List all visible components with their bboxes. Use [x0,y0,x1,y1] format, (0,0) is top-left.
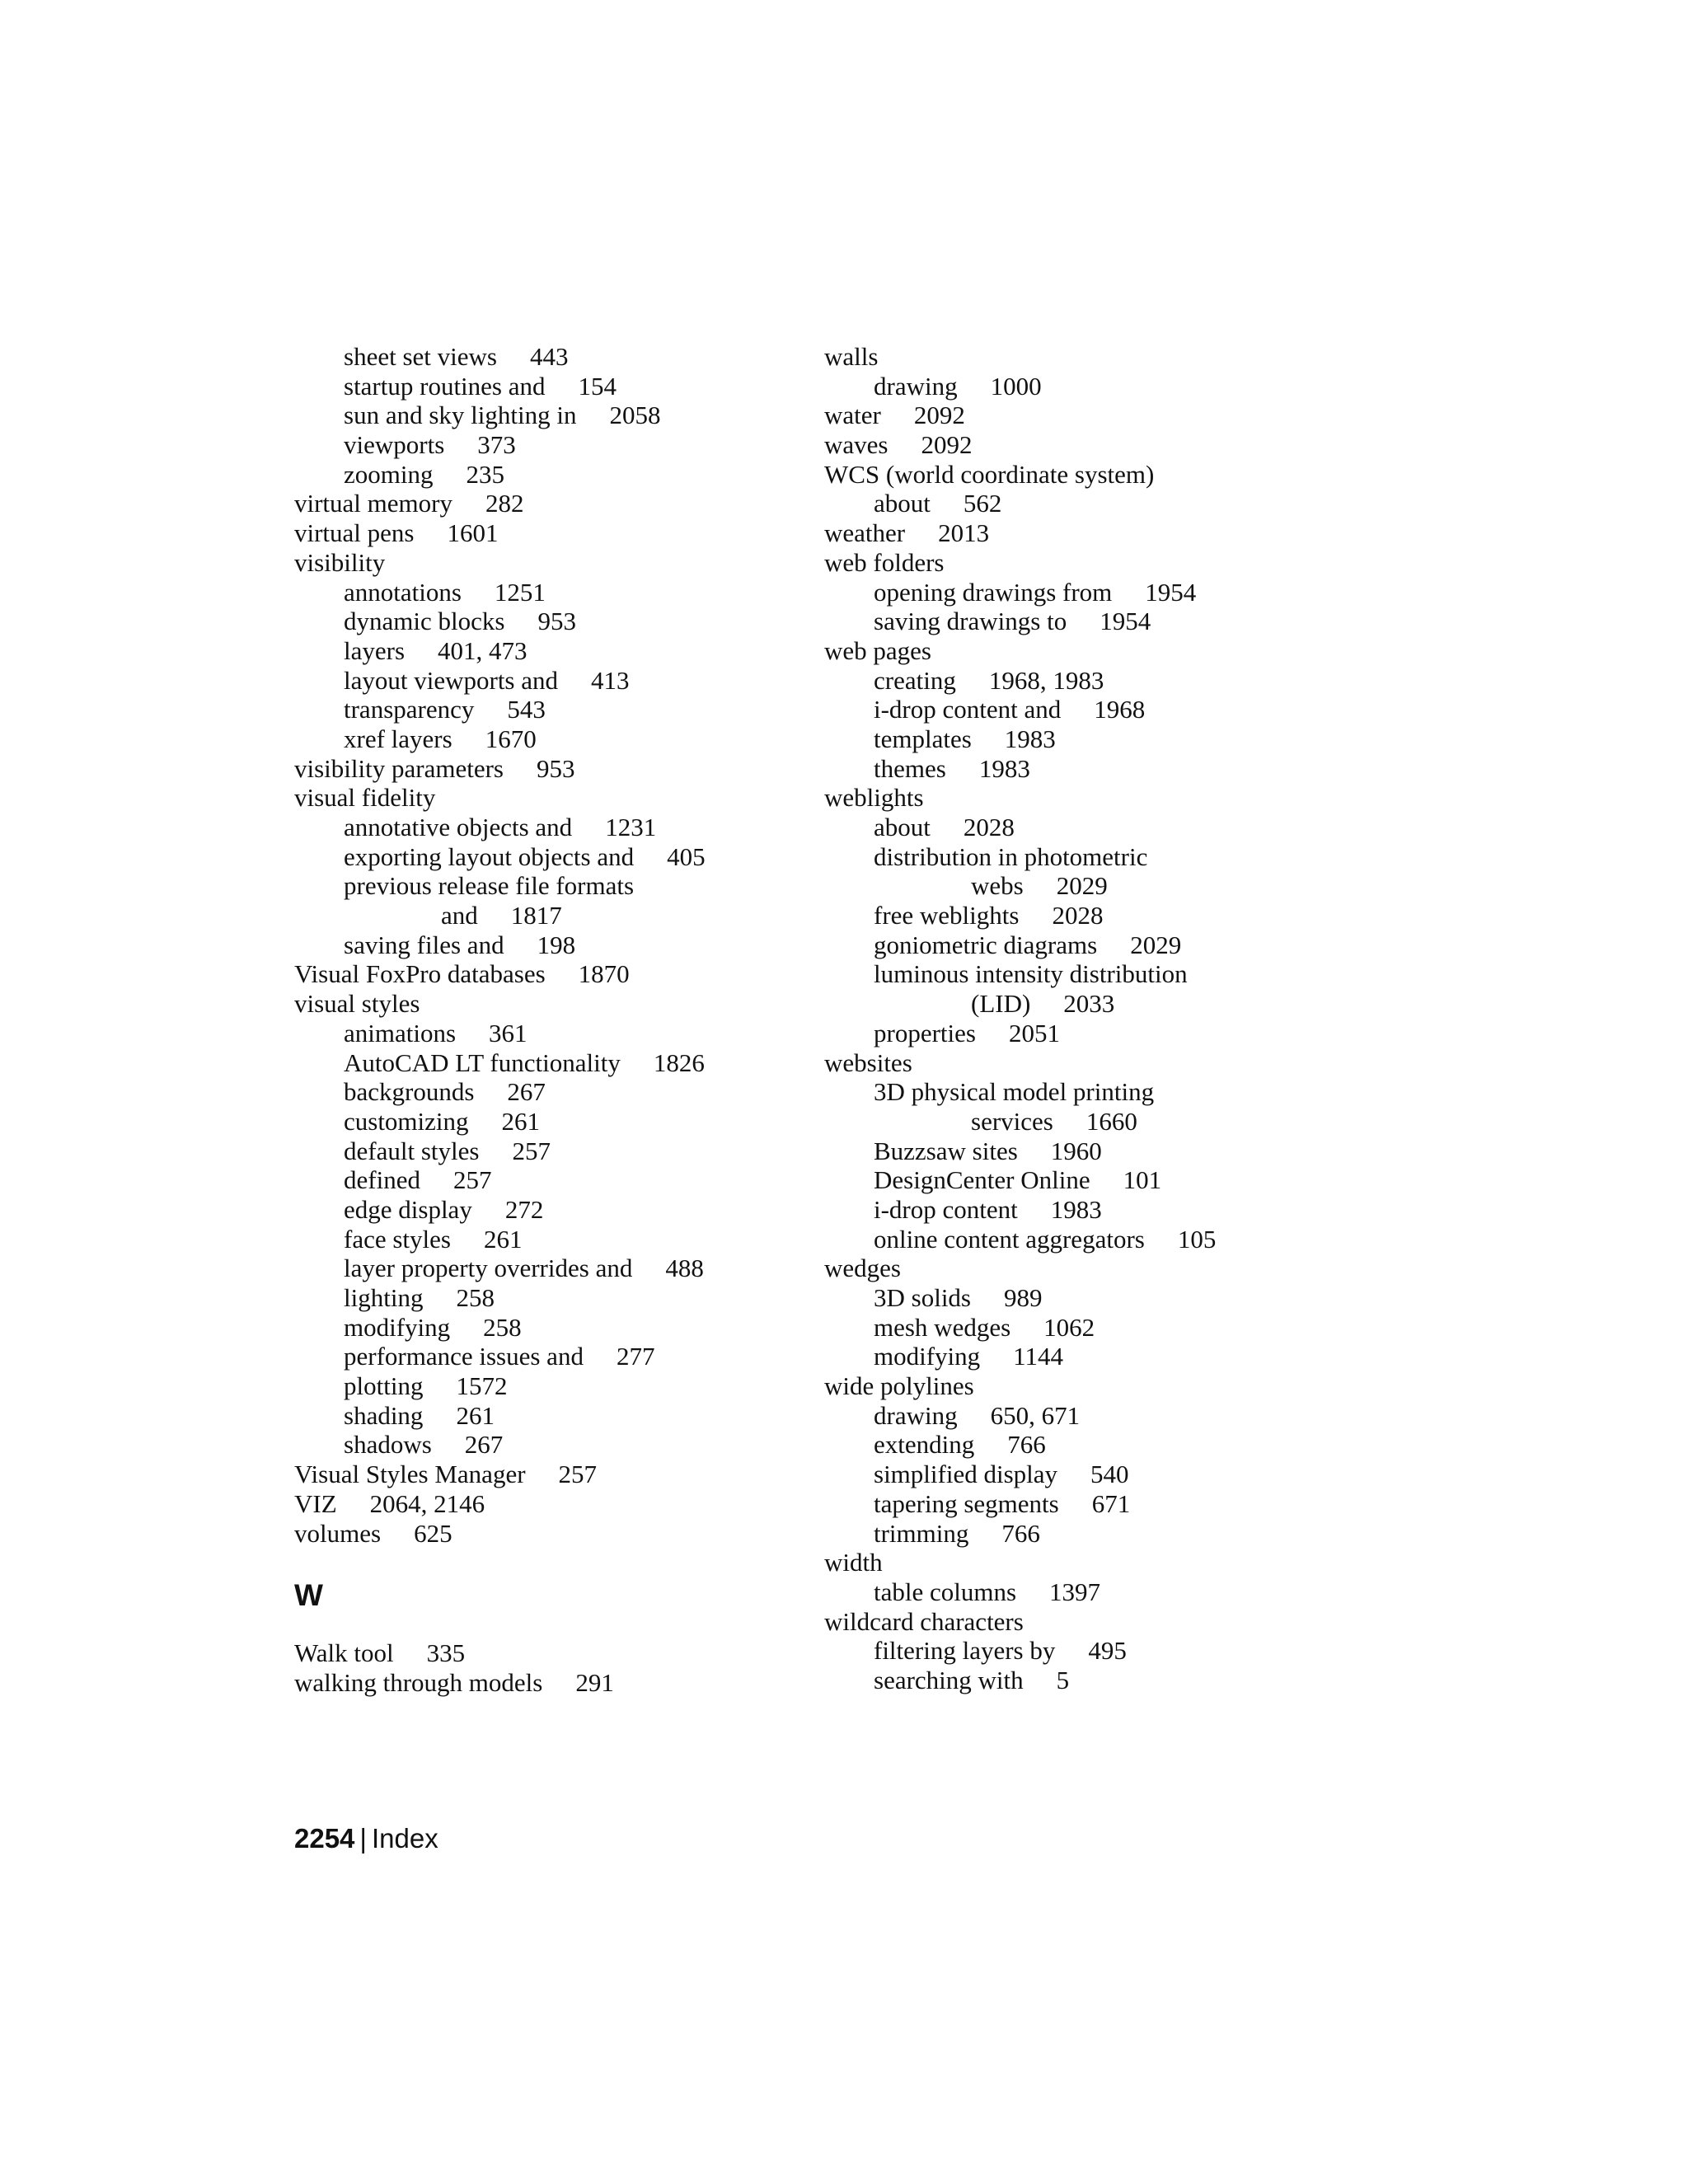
index-term: customizing [344,1106,469,1136]
index-entry [824,1489,1335,1519]
index-entry [294,871,789,901]
index-page-refs: 2029 [1130,930,1182,959]
index-entry [824,578,1335,607]
index-term: websites [824,1047,912,1077]
index-page-refs: 267 [507,1077,546,1107]
index-entry [824,1577,1335,1607]
index-term: VIZ [294,1488,337,1518]
index-entry [294,460,789,490]
index-term: virtual pens [294,518,415,548]
index-term: (LID) [971,989,1031,1019]
index-term: drawing [874,1400,958,1430]
index-entry [824,959,1335,989]
index-entry [824,489,1335,518]
index-term: animations [344,1018,457,1047]
index-page-refs: 2064, 2146 [369,1488,485,1518]
index-entry [824,1313,1335,1343]
index-page-refs: 291 [575,1667,614,1697]
index-page-refs: 766 [1007,1430,1046,1460]
index-page-refs: 335 [426,1638,466,1668]
index-term: shadows [344,1430,432,1460]
index-page-refs: 766 [1001,1518,1040,1548]
index-term: filtering layers by [874,1636,1056,1666]
section-gap [294,1548,789,1577]
index-entry [294,548,789,578]
index-term: web folders [824,547,945,577]
index-term: layout viewports and [344,665,559,695]
index-term: dynamic blocks [344,607,505,636]
index-term: virtual memory [294,489,452,518]
index-term: i-drop content and [874,695,1062,724]
index-term: layer property overrides and [344,1254,633,1283]
index-page-refs: 1144 [1013,1342,1064,1371]
index-page-refs: 105 [1177,1224,1217,1254]
index-page-refs: 261 [483,1224,523,1254]
index-page-refs: 2029 [1056,871,1108,901]
index-term: exporting layout objects and [344,841,635,871]
index-entry [824,636,1335,666]
index-term: Buzzsaw sites [874,1136,1018,1165]
index-page-refs: 1983 [1004,724,1056,753]
index-page-refs: 543 [507,695,546,724]
index-entry [294,1077,789,1107]
index-term: wildcard characters [824,1606,1024,1636]
footer-separator: | [359,1823,367,1854]
index-entry [824,1607,1335,1637]
index-entry [294,430,789,460]
index-entry [824,783,1335,813]
index-page-refs: 2013 [938,518,990,548]
index-page-refs: 2033 [1063,989,1115,1019]
index-page-refs: 258 [483,1312,522,1342]
index-page-refs: 1000 [990,371,1042,401]
index-column-left [294,342,789,1698]
index-term: properties [874,1018,976,1047]
index-page-refs: 443 [529,342,569,371]
index-page-refs: 198 [537,930,576,959]
index-entry [294,1638,789,1668]
index-entry [824,989,1335,1019]
index-term: transparency [344,695,475,724]
index-term: performance issues and [344,1342,584,1371]
index-term: saving files and [344,930,504,959]
index-entry [824,518,1335,548]
index-entry [294,401,789,430]
index-entry [824,401,1335,430]
index-entry [294,1225,789,1254]
index-page-refs: 1660 [1085,1106,1137,1136]
index-entry [824,548,1335,578]
index-term: services [971,1106,1053,1136]
index-entry [824,1254,1335,1283]
index-page-refs: 1968 [1094,695,1146,724]
index-page-refs: 1826 [653,1047,705,1077]
index-entry [294,1342,789,1371]
index-entry [294,724,789,754]
index-entry [294,489,789,518]
index-entry [294,1254,789,1283]
index-term: DesignCenter Online [874,1165,1090,1195]
footer-section-title: Index [372,1823,438,1854]
index-page-refs: 1817 [510,901,562,930]
index-entry [824,724,1335,754]
index-page-refs: 1954 [1100,607,1151,636]
index-entry [824,460,1335,490]
index-page-refs: 1670 [485,724,537,753]
index-page-refs: 671 [1091,1488,1131,1518]
index-term: visual styles [294,989,420,1019]
index-page-refs: 282 [485,489,524,518]
index-entry [294,989,789,1019]
index-page-refs: 1870 [578,959,630,989]
index-term: visibility parameters [294,753,504,783]
index-entry [824,1636,1335,1666]
index-page-refs: 2058 [609,401,661,430]
index-term: walls [824,342,879,371]
index-term: defined [344,1165,420,1195]
index-entry [824,1107,1335,1137]
index-page-refs: 1968, 1983 [988,665,1104,695]
index-page-refs: 257 [512,1136,551,1165]
index-term: opening drawings from [874,577,1113,607]
index-entry [294,1107,789,1137]
index-page-refs: 625 [414,1518,452,1548]
index-term: about [874,813,931,841]
index-term: wedges [824,1254,901,1283]
index-page-refs: 1231 [605,813,657,841]
index-entry [294,372,789,401]
index-page-refs: 1062 [1043,1312,1095,1342]
index-entry [824,1666,1335,1695]
index-entry [824,1342,1335,1371]
index-term: mesh wedges [874,1312,1011,1342]
index-term: modifying [344,1312,451,1342]
index-entry [824,1283,1335,1313]
index-entry [294,1489,789,1519]
index-term: Visual FoxPro databases [294,959,546,989]
index-page-refs: 488 [665,1254,704,1283]
index-page-refs: 953 [537,607,576,636]
index-term: extending [874,1430,975,1460]
index-page-refs: 562 [963,489,1002,518]
index-page-refs: 261 [456,1400,495,1430]
index-entry [824,871,1335,901]
index-entry [294,1048,789,1078]
index-term: backgrounds [344,1077,475,1107]
index-entry [294,666,789,696]
index-term: plotting [344,1371,424,1401]
index-page-refs: 1572 [456,1371,508,1401]
index-entry [824,1519,1335,1549]
index-entry [824,1019,1335,1048]
index-page-refs: 361 [489,1018,528,1047]
index-entry [294,695,789,724]
index-entry [824,1077,1335,1107]
index-entry [824,1195,1335,1225]
index-page-refs: 272 [504,1194,544,1224]
index-entry [294,342,789,372]
index-page-refs: 540 [1090,1460,1129,1489]
index-term: Visual Styles Manager [294,1460,526,1489]
index-term: layers [344,635,406,665]
index-entry [294,1137,789,1166]
index-term: lighting [344,1283,424,1312]
index-page-refs: 405 [667,841,706,871]
index-term: zooming [344,459,434,489]
index-term: annotative objects and [344,813,573,841]
index-entry [824,1460,1335,1489]
index-term: themes [874,753,946,783]
index-term: shading [344,1400,424,1430]
index-term: free weblights [874,901,1020,930]
index-entry [294,1668,789,1698]
index-term: 3D solids [874,1283,971,1312]
index-page-refs: 2092 [913,401,965,430]
section-heading: W [294,1578,323,1613]
index-page-refs: 401, 473 [438,635,528,665]
index-page-refs: 2051 [1008,1018,1060,1047]
index-entry [824,666,1335,696]
index-page-refs: 2028 [1052,901,1104,930]
index-term: sheet set views [344,342,497,371]
index-page-refs: 154 [578,371,617,401]
index-entry [824,430,1335,460]
index-term: about [874,489,931,518]
index-entry [294,1371,789,1401]
index-entry [824,1430,1335,1460]
index-term: startup routines and [344,371,546,401]
index-entry [294,1165,789,1195]
index-term: width [824,1548,883,1577]
index-entry [294,1313,789,1343]
index-entry [824,930,1335,960]
index-page-refs: 2092 [921,430,973,460]
index-entry [294,930,789,960]
index-page-refs: 650, 671 [990,1400,1081,1430]
index-term: previous release file formats [344,871,635,901]
index-term: saving drawings to [874,607,1067,636]
index-term: AutoCAD LT functionality [344,1047,621,1077]
index-term: annotations [344,577,462,607]
index-entry [294,518,789,548]
index-term: visibility [294,547,386,577]
index-entry [294,901,789,930]
index-entry [294,842,789,872]
index-entry [824,695,1335,724]
index-term: water [824,401,881,430]
index-term: webs [971,871,1024,901]
index-term: walking through models [294,1667,543,1697]
index-entry [294,1519,789,1549]
index-term: face styles [344,1224,451,1254]
index-entry [294,754,789,784]
index-term: table columns [874,1577,1017,1606]
index-term: sun and sky lighting in [344,401,577,430]
page-footer [294,1822,438,1855]
index-term: visual fidelity [294,783,436,813]
page-number: 2254 [294,1823,355,1854]
index-entry [824,1548,1335,1577]
index-term: and [441,901,478,930]
index-entry [824,372,1335,401]
index-term: trimming [874,1518,969,1548]
index-entry [294,1460,789,1489]
index-term: xref layers [344,724,452,753]
index-term: wide polylines [824,1371,974,1401]
index-term: searching with [874,1665,1024,1694]
index-entry [824,1225,1335,1254]
index-term: WCS (world coordinate system) [824,459,1155,489]
index-entry [294,1430,789,1460]
index-entry [294,783,789,813]
index-entry [294,578,789,607]
index-page-refs: 989 [1004,1283,1043,1312]
index-entry [824,1137,1335,1166]
index-page-refs: 235 [466,459,504,489]
index-entry [824,901,1335,930]
index-page-refs: 258 [456,1283,495,1312]
index-page-refs: 1960 [1050,1136,1102,1165]
index-entry [294,813,789,842]
index-term: modifying [874,1342,981,1371]
index-page-refs: 277 [616,1342,655,1371]
index-page-refs: 1251 [494,577,546,607]
index-term: weblights [824,783,924,813]
index-term: volumes [294,1518,382,1548]
index-term: weather [824,518,906,548]
index-page-refs: 101 [1123,1165,1162,1195]
index-term: creating [874,665,956,695]
index-entry [294,1283,789,1313]
index-term: drawing [874,371,958,401]
index-entry [824,1401,1335,1431]
index-page-refs: 1397 [1049,1577,1101,1606]
index-entry [824,607,1335,636]
index-term: viewports [344,430,445,460]
index-entry [294,1195,789,1225]
index-entry [294,1019,789,1048]
index-term: waves [824,430,889,460]
index-term: distribution in photometric [874,841,1148,871]
index-entry [824,842,1335,872]
index-entry [294,607,789,636]
index-entry [294,959,789,989]
index-page-refs: 267 [464,1430,504,1460]
index-page-refs: 1954 [1145,577,1197,607]
index-term: 3D physical model printing [874,1077,1155,1107]
index-term: templates [874,724,972,753]
index-term: goniometric diagrams [874,930,1098,959]
index-page-refs: 1983 [978,753,1030,783]
index-term: i-drop content [874,1194,1018,1224]
index-entry [824,342,1335,372]
index-term: web pages [824,635,931,665]
index-term: simplified display [874,1460,1058,1489]
index-page-refs: 261 [501,1106,541,1136]
index-entry [824,1371,1335,1401]
index-column-right [824,342,1335,1695]
index-page-refs: 257 [558,1460,598,1489]
index-entry [824,754,1335,784]
index-page-refs: 257 [452,1165,492,1195]
index-page-refs: 2028 [963,813,1015,841]
index-term: online content aggregators [874,1224,1145,1254]
index-term: tapering segments [874,1488,1059,1518]
index-page-refs: 413 [591,665,630,695]
index-entry [824,1048,1335,1078]
index-page-refs: 373 [477,430,516,460]
index-term: luminous intensity distribution [874,959,1188,989]
index-entry [294,1401,789,1431]
index-page-refs: 1983 [1050,1194,1102,1224]
index-page-refs: 953 [536,753,575,783]
index-term: default styles [344,1136,480,1165]
index-entry [824,813,1335,842]
index-entry [824,1165,1335,1195]
index-term: edge display [344,1194,472,1224]
index-term: Walk tool [294,1638,394,1668]
index-page-refs: 1601 [447,518,499,548]
index-entry [294,636,789,666]
index-page-refs: 5 [1056,1665,1070,1694]
index-page-refs: 495 [1088,1636,1127,1666]
